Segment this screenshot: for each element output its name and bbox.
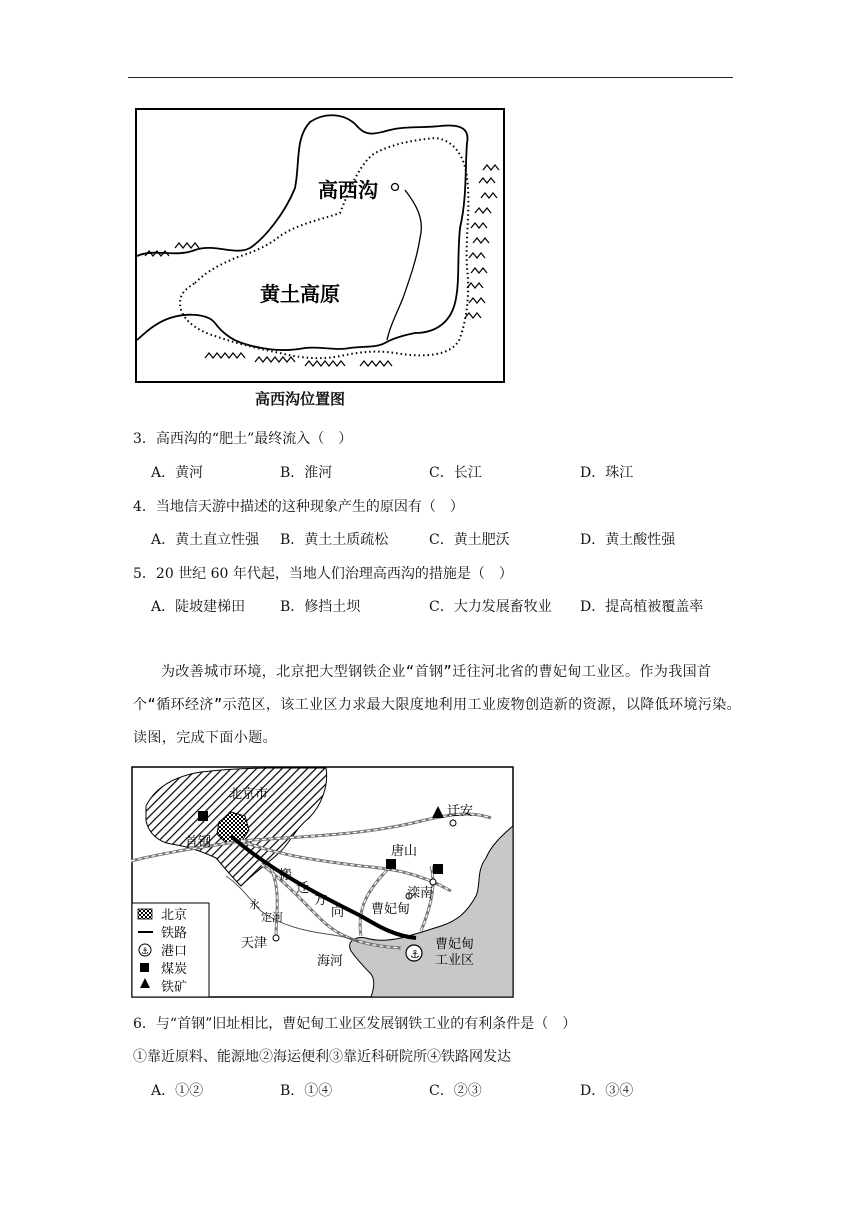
luannan-coal-icon [433, 864, 443, 874]
legend-beijing-swatch [138, 909, 152, 919]
map2-move-4: 向 [331, 905, 345, 920]
gaoxigou-location-map [135, 108, 505, 383]
map1-caption: 高西沟位置图 [255, 390, 346, 408]
legend-coal-icon [140, 963, 149, 972]
map2-industrial-zone-1: 曹妃甸 [435, 937, 475, 952]
loess-plateau-label: 黄土高原 [260, 282, 340, 306]
map2-tianjin: 天津 [241, 936, 268, 951]
map2-tangshan: 唐山 [391, 844, 418, 859]
gaoxigou-label: 高西沟 [318, 178, 378, 202]
tangshan-coal-icon [386, 859, 396, 869]
question-4-option-b: B．黄土土质疏松 [280, 532, 389, 548]
question-6-option-a: A．①② [151, 1083, 204, 1099]
map2-industrial-zone-2: 工业区 [435, 953, 475, 968]
map2-move-1: 搬 [279, 868, 293, 883]
legend-coal: 煤炭 [161, 962, 188, 977]
map2-legend [132, 903, 209, 997]
question-4-option-a: A．黄土直立性强 [151, 532, 260, 548]
svg-text:⚓: ⚓ [410, 948, 420, 961]
question-6-option-d: D．③④ [580, 1083, 634, 1099]
question-3-option-c: C．长江 [429, 465, 482, 481]
question-4-stem: 4．当地信天游中描述的这种现象产生的原因有（ ） [133, 499, 464, 515]
question-6-option-c: C．②③ [429, 1083, 482, 1099]
luannan-point-icon [430, 879, 436, 885]
map2-beijing-city: 北京市 [229, 787, 269, 802]
question-4-option-c: C．黄土肥沃 [429, 532, 510, 548]
map2-yong: 永 [249, 898, 260, 911]
question-6-option-b: B．①④ [280, 1083, 333, 1099]
shougang-relocation-map [131, 766, 514, 998]
reading-passage: 为改善城市环境，北京把大型钢铁企业“首钢”迁往河北省的曹妃甸工业区。作为我国首个“循环经济”示范区，该工业区力求最大限度地利用工业废物创造新的资源，以降低环境污染。读图，完成下面小题。 [133, 664, 742, 746]
question-5-option-a: A．陡坡建梯田 [151, 599, 246, 615]
question-5-option-c: C．大力发展畜牧业 [429, 599, 552, 615]
question-3-option-d: D．珠江 [580, 465, 634, 481]
question-5-option-b: B．修挡土坝 [280, 599, 361, 615]
qianan-point-icon [450, 820, 456, 826]
legend-iron: 铁矿 [161, 980, 188, 995]
map2-shougang: 首钢 [185, 835, 212, 850]
map2-move-3: 方 [314, 893, 328, 908]
question-4-option-d: D．黄土酸性强 [580, 532, 676, 548]
question-3-stem: 3．高西沟的“肥土”最终流入（ ） [133, 431, 353, 447]
question-5-stem: 5．20 世纪 60 年代起，当地人们治理高西沟的措施是（ ） [133, 566, 513, 582]
question-3-option-b: B．淮河 [280, 465, 333, 481]
question-5-option-d: D．提高植被覆盖率 [580, 599, 704, 615]
question-6-stem: 6．与“首钢”旧址相比，曹妃甸工业区发展钢铁工业的有利条件是（ ） [133, 1016, 577, 1032]
legend-beijing: 北京 [161, 908, 188, 923]
tianjin-point-icon [273, 935, 279, 941]
map2-haihe: 海河 [317, 954, 344, 969]
gaoxigou-point-icon [392, 184, 399, 191]
map2-qianan: 迁安 [447, 804, 474, 819]
question-3-option-a: A．黄河 [151, 465, 204, 481]
legend-railway: 铁路 [161, 926, 188, 941]
shougang-coal-icon [198, 811, 208, 821]
map2-move-2: 迁 [296, 881, 310, 896]
header-rule [128, 77, 733, 78]
map2-caofeidian: 曹妃甸 [371, 902, 411, 917]
question-6-conditions: ①靠近原料、能源地②海运便利③靠近科研院所④铁路网发达 [133, 1049, 511, 1065]
svg-text:⚓: ⚓ [141, 947, 150, 957]
legend-port: 港口 [161, 944, 188, 959]
map2-luannan: 滦南 [407, 886, 434, 901]
map2-dinghe: 定河 [261, 911, 283, 924]
